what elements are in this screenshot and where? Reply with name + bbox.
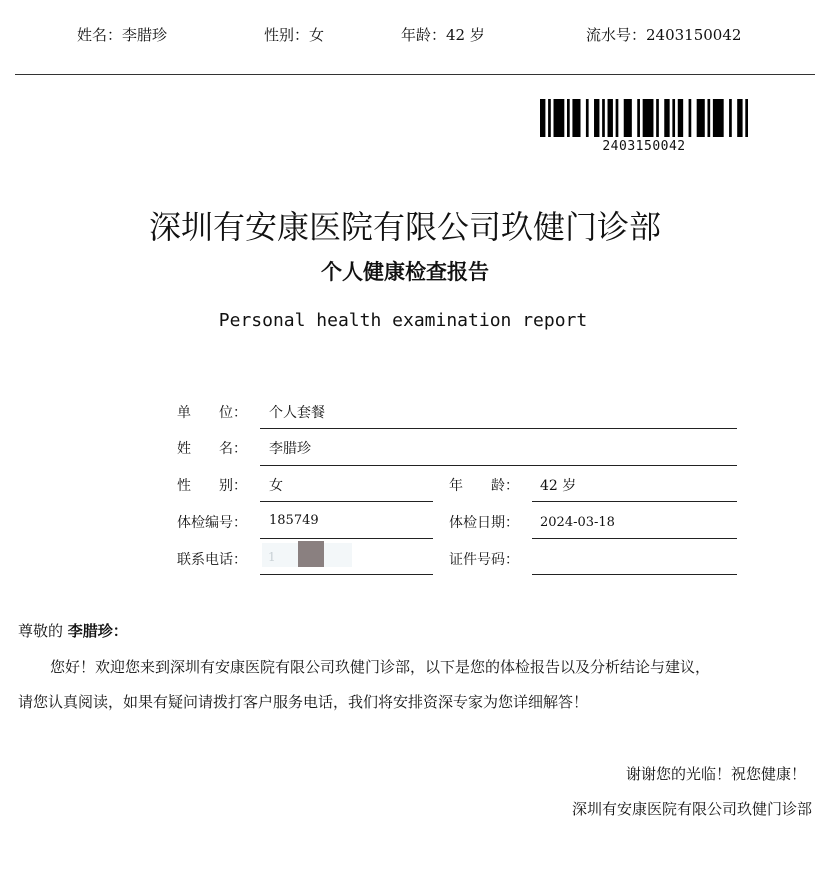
report-title-english: Personal health examination report [218, 310, 588, 331]
age-underline [532, 501, 737, 502]
salutation [18, 620, 128, 641]
exam-date-underline [532, 538, 737, 539]
letter-line-1: 您好！欢迎您来到深圳有安康医院有限公司玖健门诊部，以下是您的体检报告以及分析结论与建议， [50, 658, 711, 676]
exam-date-value: 2024-03-18 [540, 515, 615, 530]
signature-line: 深圳有安康医院有限公司玖健门诊部 [571, 800, 812, 818]
unit-underline [260, 428, 737, 429]
header-gender: 性别：女 [264, 26, 325, 44]
exam-number-label: 体检编号： [177, 515, 247, 531]
age-label: 年 龄： [449, 478, 519, 494]
barcode-number: 2403150042 [602, 139, 686, 154]
barcode-image [540, 99, 748, 137]
phone-value: 1 [268, 550, 276, 564]
exam-number-value: 185749 [269, 513, 319, 528]
name-label: 姓 名： [177, 441, 247, 457]
hospital-name-title: 深圳有安康医院有限公司玖健门诊部 [148, 208, 661, 246]
id-number-label: 证件号码： [449, 552, 519, 568]
name-value: 李腊珍 [269, 441, 311, 457]
phone-label: 联系电话： [177, 552, 247, 568]
header-serial-number: 流水号：2403150042 [586, 26, 742, 44]
unit-label: 单 位： [177, 405, 247, 421]
name-underline [260, 465, 737, 466]
salutation-name: 李腊珍： [67, 622, 128, 640]
gender-value: 女 [269, 478, 283, 494]
header-patient-name: 姓名：李腊珍 [77, 26, 168, 44]
gender-underline [260, 501, 433, 502]
phone-underline [260, 574, 433, 575]
exam-number-underline [260, 538, 433, 539]
phone-redaction-block [298, 541, 324, 567]
report-title-chinese: 个人健康检查报告 [321, 260, 489, 284]
gender-label: 性 别： [177, 478, 247, 494]
letter-line-2: 请您认真阅读，如果有疑问请拨打客户服务电话，我们将安排资深专家为您详细解答！ [18, 693, 589, 711]
thanks-line: 谢谢您的光临！祝您健康！ [625, 765, 806, 783]
unit-value: 个人套餐 [269, 405, 325, 421]
salutation-prefix: 尊敬的 [18, 622, 64, 640]
id-number-underline [532, 574, 737, 575]
header-divider [15, 74, 815, 75]
age-value: 42 岁 [540, 478, 577, 494]
exam-date-label: 体检日期： [449, 515, 519, 531]
header-age: 年龄：42 岁 [401, 26, 485, 44]
